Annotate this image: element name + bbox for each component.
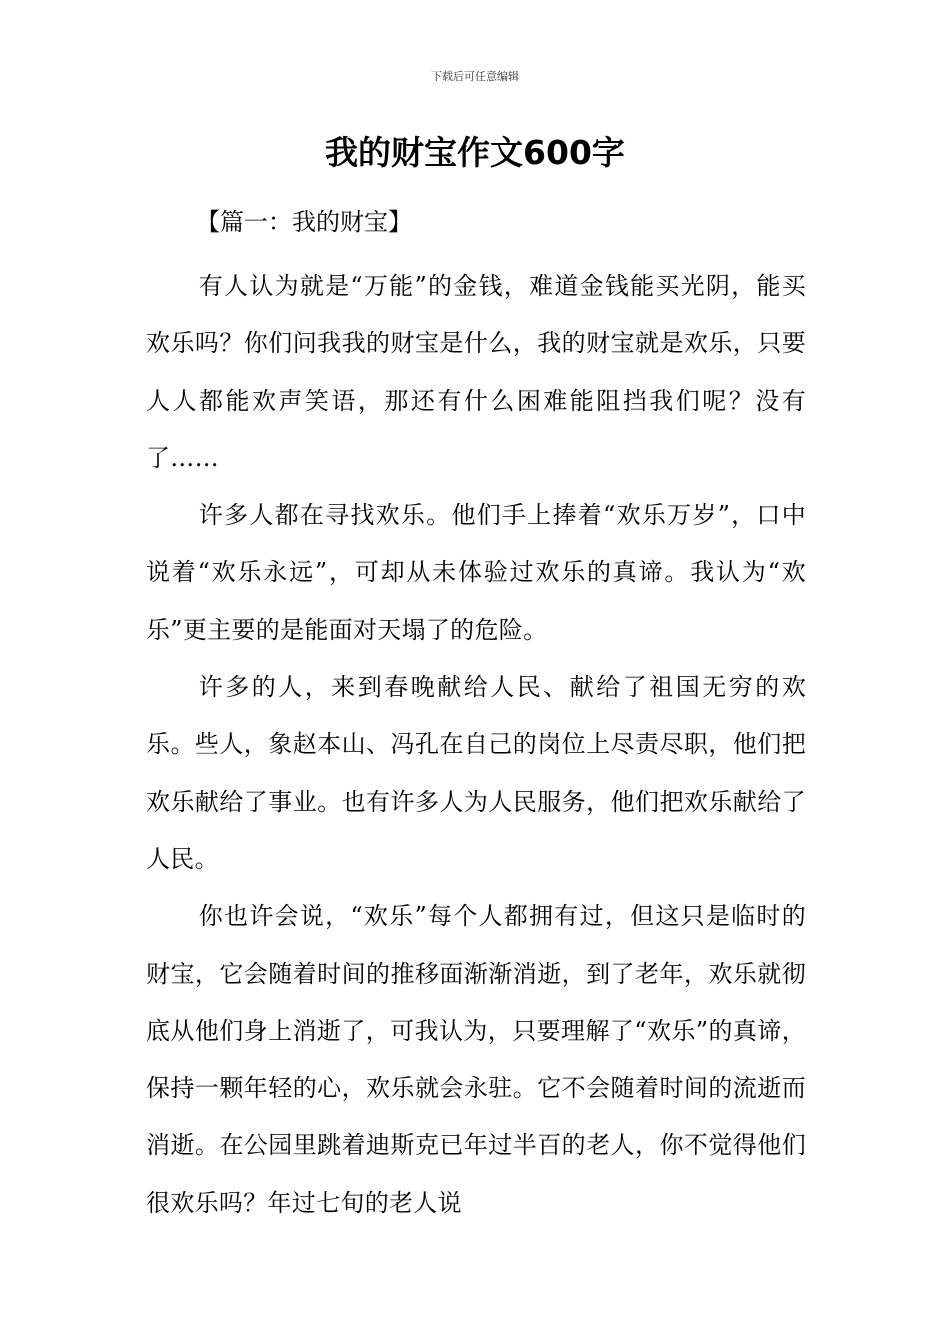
paragraph: 你也许会说，“欢乐”每个人都拥有过，但这只是临时的财宝，它会随着时间的推移面渐渐消逝，到了老年，欢乐就彻底从他们身上消逝了，可我认为，只要理解了“欢乐”的真谛，保持一颗年轻的心，欢乐就会永驻。它不会随着时间的流逝而消逝。在公园里跳着迪斯克已年过半百的老人，你不觉得他们很欢乐吗？年过七旬的老人说 [146, 902, 806, 1217]
paragraph: 许多的人，来到春晚献给人民、献给了祖国无穷的欢乐。些人，象赵本山、冯孔在自己的岗位上尽责尽职，他们把欢乐献给了事业。也有许多人为人民服务，他们把欢乐献给了人民。 [146, 673, 806, 873]
document-title: 我的财宝作文600字 [325, 133, 625, 172]
paragraph: 有人认为就是“万能”的金钱，难道金钱能买光阴，能买欢乐吗？你们问我我的财宝是什么，我的财宝就是欢乐，只要人人都能欢声笑语，那还有什么困难能阻挡我们呢？没有了…… [146, 272, 806, 472]
header-note: 下载后可任意编辑 [431, 70, 519, 83]
document-body [146, 258, 806, 1232]
section-heading: 【篇一：我的财宝】 [196, 208, 412, 236]
paragraph: 许多人都在寻找欢乐。他们手上捧着“欢乐万岁”，口中说着“欢乐永远”，可却从未体验过欢乐的真谛。我认为“欢乐”更主要的是能面对天塌了的危险。 [146, 501, 806, 644]
